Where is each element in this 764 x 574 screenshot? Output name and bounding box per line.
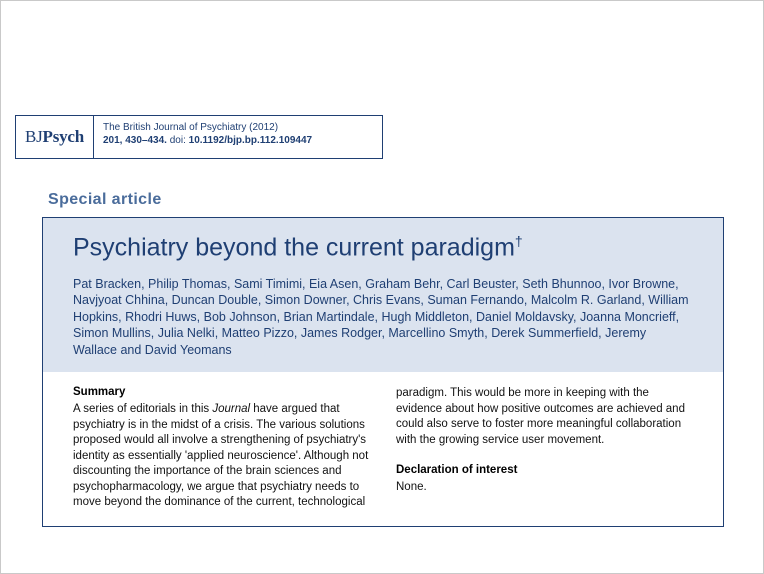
journal-logo-prefix: BJ (24, 127, 43, 146)
summary-left-part2: have argued that psychiatry is in the midst of a crisis. The various solutions proposed would all involve a strengthening of psychiatry's identity as essentially 'applied neuroscience'. Although not discounting the importance of the brain sciences and psychopharmacology, we argue that psychiatry needs to move beyond the dominance of the current, technological (73, 403, 369, 509)
summary-journal-italic: Journal (212, 403, 251, 416)
summary-left-part1: A series of editorials in this (73, 403, 213, 416)
declaration-heading: Declaration of interest (396, 464, 518, 477)
section-label: Special article (48, 191, 162, 208)
summary-text-right: paradigm. This would be more in keeping with the evidence about how positive outcomes are achieved and could also serve to foster more meaningful collaboration with the growing service user movement. (396, 387, 685, 446)
journal-logo-text (25, 127, 84, 147)
doi-label: doi: (169, 135, 186, 146)
doi-value: 10.1192/bjp.bp.112.109447 (188, 135, 313, 146)
summary-text-left (73, 402, 370, 511)
declaration-text: None. (396, 481, 427, 494)
abstract-column-left (73, 386, 370, 511)
journal-title-year: The British Journal of Psychiatry (2012) (103, 122, 279, 133)
journal-masthead (15, 115, 383, 159)
article-authors: Pat Bracken, Philip Thomas, Sami Timimi, Eia Asen, Graham Behr, Carl Beuster, Seth Bhunnoo, Ivor Browne, Navjyoat Chhina, Duncan Double, Simon Downer, Chris Evans, Suman Fernando, Malcolm R. Garland, William Hopkins, Rhodri Huws, Bob Johnson, Brian Martindale, Hugh Middleton, Daniel Moldavsky, Joanna Moncrieff, Simon Mullins, Julia Nelki, Matteo Pizzo, James Rodger, Marcellino Smyth, Derek Summerfield, Jeremy Wallace and David Yeomans (73, 276, 689, 357)
article-title-dagger: † (514, 233, 523, 249)
journal-citation-block (94, 116, 382, 158)
journal-logo (16, 116, 94, 158)
article-title (73, 234, 693, 262)
summary-heading: Summary (73, 386, 126, 399)
article-abstract (43, 372, 723, 511)
article-header (43, 218, 723, 372)
abstract-column-right (396, 386, 693, 511)
article-card (42, 217, 724, 527)
journal-logo-suffix: Psych (42, 127, 85, 146)
journal-volume-pages: 201, 430–434. (103, 135, 167, 146)
journal-citation-line (103, 134, 382, 148)
article-title-text: Psychiatry beyond the current paradigm (73, 233, 515, 262)
